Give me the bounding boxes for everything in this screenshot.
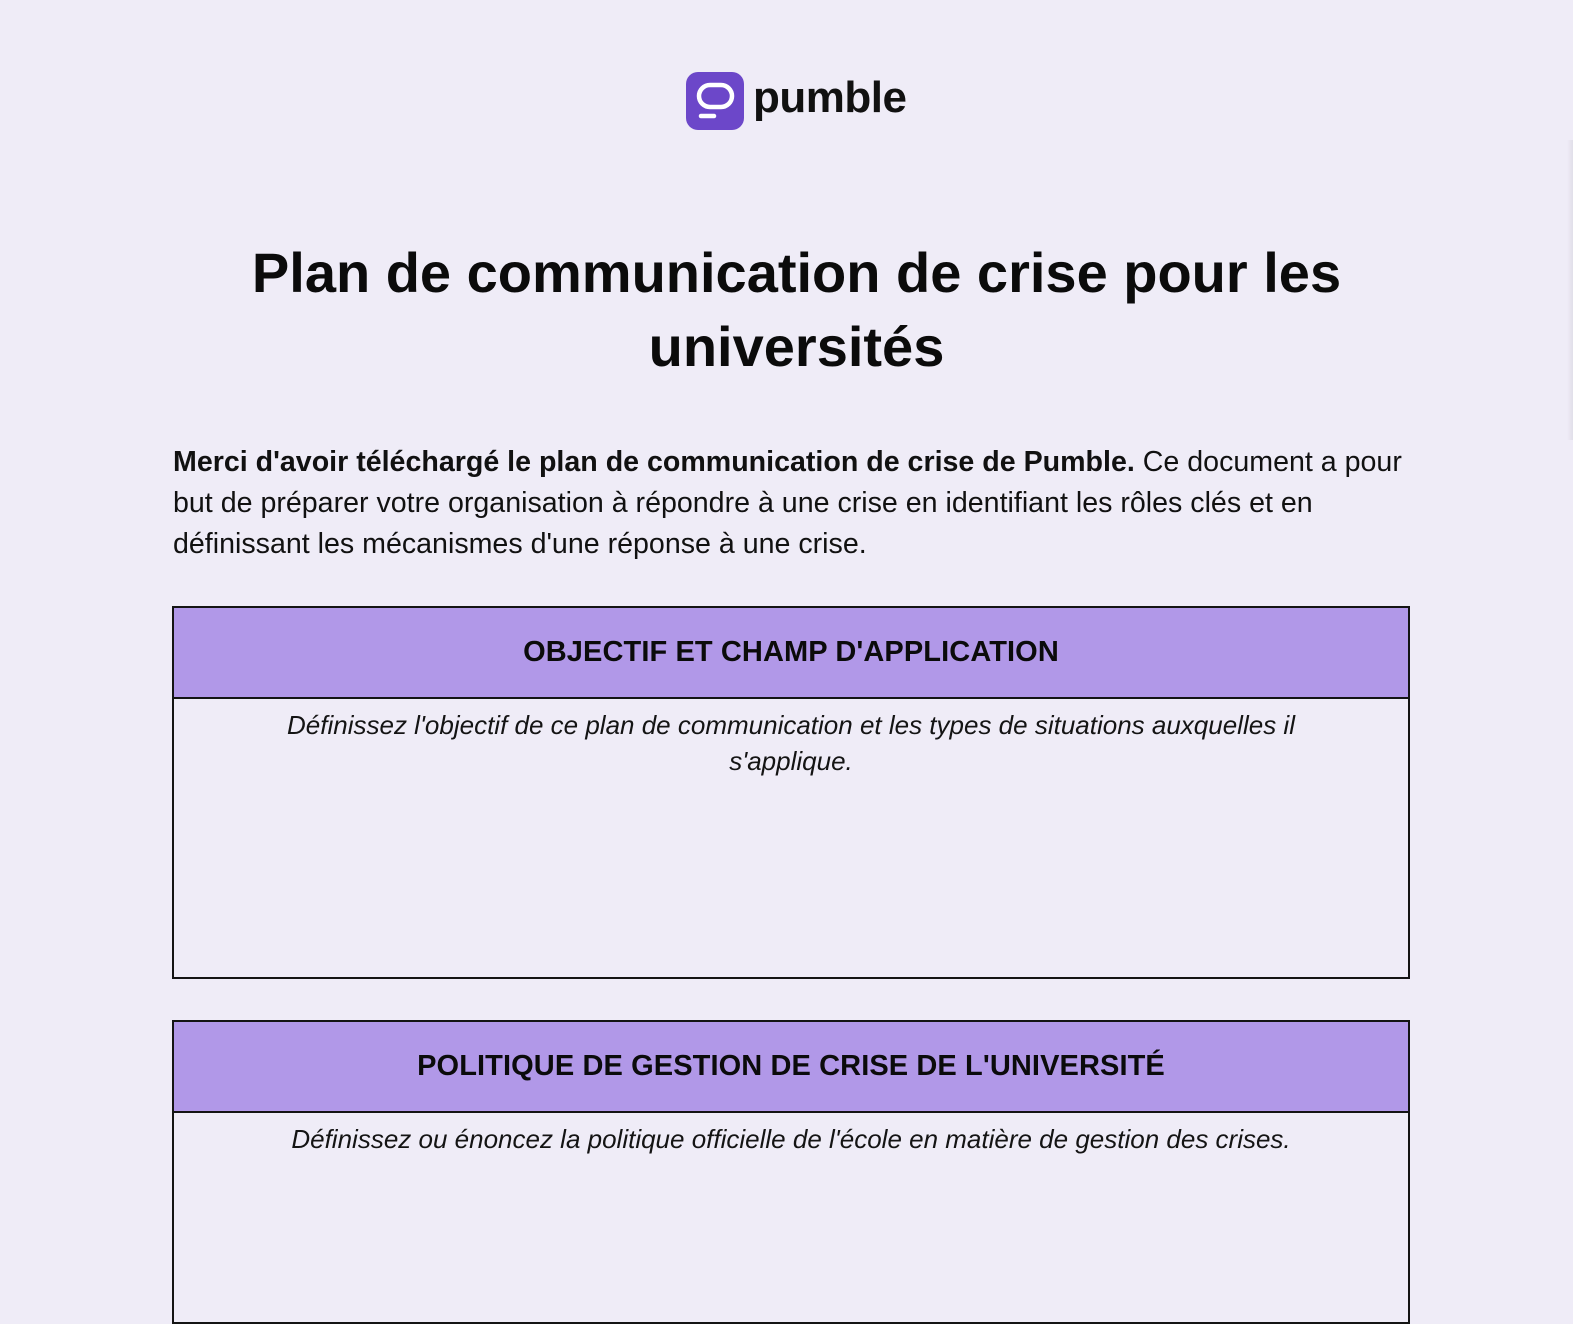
intro-paragraph — [173, 442, 1418, 565]
section-description: Définissez l'objectif de ce plan de communication et les types de situations auxquelles il s'applique. — [287, 710, 1295, 776]
section-title: POLITIQUE DE GESTION DE CRISE DE L'UNIVERSITÉ — [417, 1050, 1165, 1082]
section-title: OBJECTIF ET CHAMP D'APPLICATION — [523, 636, 1059, 668]
page-title: Plan de communication de crise pour les universités — [251, 241, 1342, 378]
pumble-wordmark: pumble — [753, 73, 907, 122]
page-edge-shadow — [1567, 140, 1573, 440]
pumble-logo-icon — [686, 72, 744, 130]
intro-bold-text: Merci d'avoir téléchargé le plan de communication de crise de Pumble. — [173, 446, 1135, 478]
section-header — [174, 608, 1408, 699]
intro-text: Ce document a pour but de préparer votre organisation à répondre à une crise en identifiant les rôles clés et en définissant les mécanismes d'une réponse à une crise. — [173, 446, 1402, 560]
section-objective-scope — [172, 606, 1410, 979]
section-crisis-policy — [172, 1020, 1410, 1324]
pumble-logo — [686, 71, 906, 131]
section-description: Définissez ou énoncez la politique officielle de l'école en matière de gestion des crises. — [291, 1124, 1291, 1154]
section-header — [174, 1022, 1408, 1113]
